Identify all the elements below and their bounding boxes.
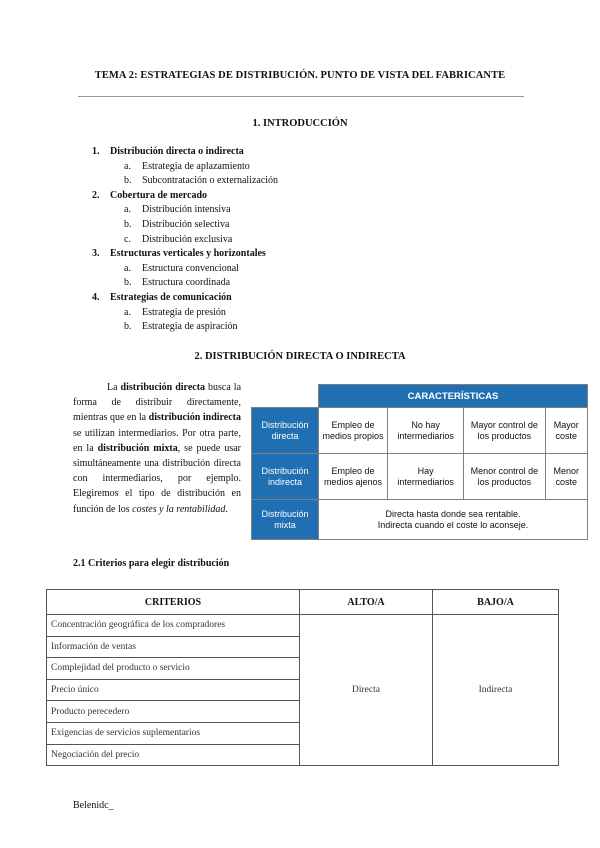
bajo-cell: Indirecta (433, 615, 559, 766)
mixed-cell (319, 500, 588, 540)
criterion-cell: Exigencias de servicios suplementarios (47, 722, 300, 744)
criterion-cell: Concentración geográfica de los compradores (47, 615, 300, 637)
table-row (252, 408, 588, 454)
introduction-outline (92, 145, 278, 335)
criterion-cell: Información de ventas (47, 636, 300, 658)
sub-letter: a. (124, 204, 131, 216)
sub-label: Subcontratación o externalización (142, 175, 279, 187)
outline-label: Estrategias de comunicación (110, 291, 232, 303)
paragraph-text: , se puede usar simultáneamente una distribución directa con intermediarios, por ejemplo. Elegiremos el tipo de distribución en función de los (73, 442, 241, 515)
mixed-line: Directa hasta donde sea rentable. (385, 508, 521, 519)
footer-author: Belenidc_ (73, 800, 114, 811)
table-row (252, 500, 588, 540)
sub-label: Estructura coordinada (142, 277, 231, 289)
outline-number: 2. (92, 189, 100, 201)
table-row (252, 454, 588, 500)
sub-letter: b. (124, 277, 132, 289)
table-cell: Menor control de los productos (464, 454, 545, 500)
criterion-cell: Complejidad del producto o servicio (47, 658, 300, 680)
row-header: Distribución indirecta (252, 454, 319, 500)
criterion-cell: Precio único (47, 679, 300, 701)
section-2-1-heading: 2.1 Criterios para elegir distribución (73, 558, 230, 569)
alto-cell: Directa (300, 615, 433, 766)
column-header: BAJO/A (433, 590, 559, 615)
sub-letter: b. (124, 175, 132, 187)
term-indirect: distribución indirecta (148, 412, 241, 424)
mixed-line: Indirecta cuando el coste lo aconseje. (377, 519, 529, 530)
table-cell: Mayor coste (545, 408, 587, 454)
criterion-cell: Negociación del precio (47, 744, 300, 766)
sub-letter: b. (124, 218, 132, 230)
sub-label: Estructura convencional (142, 262, 239, 274)
table-header-row (47, 590, 559, 615)
table-cell: Empleo de medios propios (319, 408, 388, 454)
characteristics-table (251, 384, 588, 540)
term-costs: costes y la rentabilidad (132, 503, 226, 515)
term-mixed: distribución mixta (97, 442, 178, 454)
criteria-table (46, 589, 559, 766)
table-cell: Menor coste (545, 454, 587, 500)
term-direct: distribución directa (120, 382, 206, 393)
outline-item (92, 247, 278, 291)
table-cell: Mayor control de los productos (464, 408, 545, 454)
outline-number: 4. (92, 291, 100, 303)
outline-label: Cobertura de mercado (110, 189, 208, 201)
sub-label: Estrategia de presión (142, 306, 226, 318)
section-1-heading: 1. INTRODUCCIÓN (252, 118, 348, 129)
distribution-paragraph (73, 380, 241, 517)
paragraph-text: busca la forma de distribuir directamente, mientras que en la (73, 382, 242, 424)
outline-number: 3. (92, 248, 100, 260)
outline-item (92, 291, 278, 335)
characteristics-header: CARACTERÍSTICAS (319, 385, 588, 408)
table-row (47, 615, 559, 637)
paragraph-text: La (107, 382, 121, 393)
outline-label: Estructuras verticales y horizontales (110, 248, 266, 260)
column-header: CRITERIOS (47, 590, 300, 615)
sub-label: Distribución intensiva (142, 204, 231, 216)
paragraph-text: . (225, 503, 228, 515)
sub-label: Distribución selectiva (142, 218, 230, 230)
outline-number: 1. (92, 146, 100, 157)
document-title: TEMA 2: ESTRATEGIAS DE DISTRIBUCIÓN. PUNTO DE VISTA DEL FABRICANTE (94, 70, 506, 81)
table-corner (252, 385, 319, 408)
sub-label: Estrategia de aspiración (142, 321, 238, 333)
sub-letter: a. (124, 306, 131, 318)
sub-label: Estrategia de aplazamiento (142, 160, 250, 172)
column-header: ALTO/A (300, 590, 433, 615)
paragraph-text: se utilizan intermediarios. Por otra parte, en la (73, 427, 241, 454)
outline-item (92, 145, 278, 189)
table-cell: No hay intermediarios (387, 408, 463, 454)
criterion-cell: Producto perecedero (47, 701, 300, 723)
outline-label: Distribución directa o indirecta (110, 146, 244, 157)
sub-letter: a. (124, 160, 131, 172)
sub-letter: b. (124, 321, 132, 333)
title-divider (78, 96, 524, 97)
section-2-heading: 2. DISTRIBUCIÓN DIRECTA O INDIRECTA (194, 351, 406, 362)
outline-item (92, 189, 278, 247)
sub-letter: c. (124, 233, 131, 245)
row-header: Distribución mixta (252, 500, 319, 540)
sub-label: Distribución exclusiva (142, 233, 233, 245)
row-header: Distribución directa (252, 408, 319, 454)
sub-letter: a. (124, 262, 131, 274)
table-cell: Empleo de medios ajenos (319, 454, 388, 500)
table-cell: Hay intermediarios (387, 454, 463, 500)
